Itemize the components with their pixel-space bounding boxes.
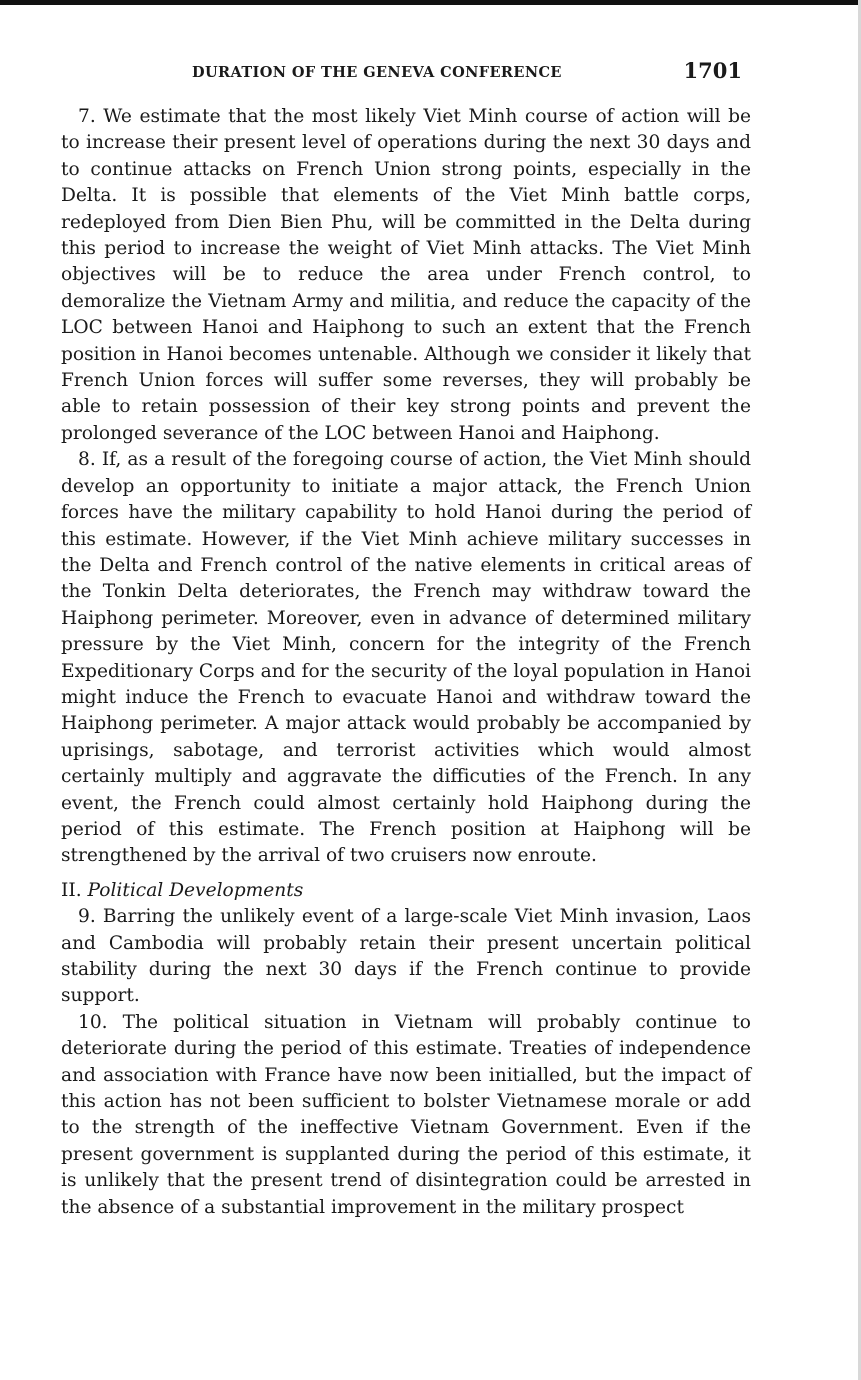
paragraph-7: 7. We estimate that the most likely Viet Minh course of action will be to increase their present level of operations during the next 30 days and to continue attacks on French Union strong points, especially in the Delta. It is possible that elements of the Viet Minh battle corps, redeployed from Dien Bien Phu, will be committed in the Delta during this period to increase the weight of Viet Minh attacks. The Viet Minh objectives will be to reduce the area under French control, to demoralize the Vietnam Army and militia, and reduce the capacity of the LOC between Hanoi and Haiphong to such an extent that the French position in Hanoi becomes untenable. Although we consider it likely that French Union forces will suffer some reverses, they will probably be able to retain possession of their key strong points and prevent the prolonged severance of the LOC between Hanoi and Haiphong. xyxy=(61,106,751,444)
section-number: II. xyxy=(61,879,82,901)
running-head: DURATION OF THE GENEVA CONFERENCE xyxy=(192,64,562,81)
section-title: Political Developments xyxy=(87,879,304,901)
paragraph-9: 9. Barring the unlikely event of a large-scale Viet Minh invasion, Laos and Cambodia will probably retain their present uncertain political stability during the next 30 days if the French continue to provide support. xyxy=(61,906,751,1007)
section-heading xyxy=(61,878,751,904)
paragraph-8: 8. If, as a result of the foregoing course of action, the Viet Minh should develop an opportunity to initiate a major attack, the French Union forces have the military capability to hold Hanoi during the period of this estimate. However, if the Viet Minh achieve military successes in the Delta and French control of the native elements in critical areas of the Tonkin Delta deteriorates, the French may withdraw toward the Haiphong perimeter. Moreover, even in advance of determined military pressure by the Viet Minh, concern for the integrity of the French Expeditionary Corps and for the security of the loyal population in Hanoi might induce the French to evacuate Hanoi and withdraw toward the Haiphong perimeter. A major attack would probably be accompanied by uprisings, sabotage, and terrorist activities which would almost certainly multiply and aggravate the difficuties of the French. In any event, the French could almost certainly hold Haiphong during the period of this estimate. The French position at Haiphong will be strengthened by the arrival of two cruisers now enroute. xyxy=(61,449,751,867)
page-header xyxy=(62,58,742,88)
top-border xyxy=(0,0,861,5)
paragraph-10: 10. The political situation in Vietnam will probably continue to deteriorate during the period of this estimate. Treaties of independence and association with France have now been initialled, but the impact of this action has not been sufficient to bolster Vietnamese morale or add to the strength of the ineffective Vietnam Government. Even if the present government is supplanted during the period of this estimate, it is unlikely that the present trend of disintegration could be arrested in the absence of a substantial improvement in the military prospect xyxy=(61,1011,751,1218)
page-number: 1701 xyxy=(683,58,742,83)
page-body xyxy=(61,104,751,1221)
